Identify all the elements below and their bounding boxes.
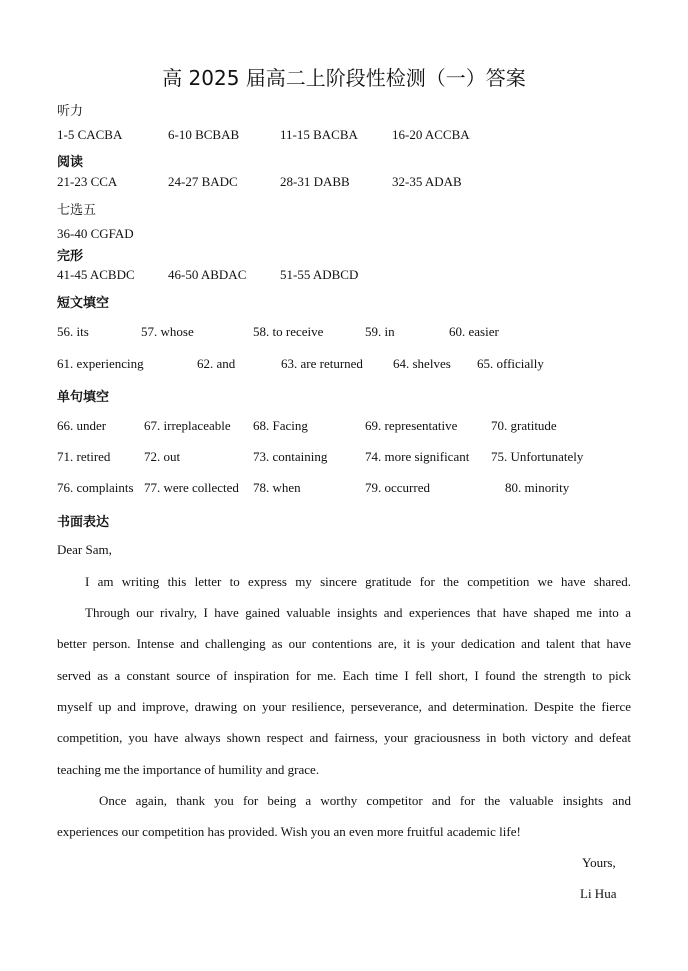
answer-item: 71. retired <box>57 449 111 464</box>
answer-item: 59. in <box>365 324 395 339</box>
listening-answers-row <box>0 127 688 145</box>
answer-group: 16-20 ACCBA <box>392 127 470 142</box>
letter-greeting: Dear Sam, <box>57 542 112 557</box>
word-fill-row-2 <box>0 449 688 467</box>
letter-line: I am writing this letter to express my sincere gratitude for the competition we have shared. <box>85 574 631 589</box>
section-writing-label: 书面表达 <box>57 515 110 530</box>
answer-item: 76. complaints <box>57 480 134 495</box>
answer-item: 65. officially <box>477 356 544 371</box>
answer-item: 64. shelves <box>393 356 451 371</box>
reading-answers-row <box>0 174 688 192</box>
page-title: 高 2025 届高二上阶段性检测（一）答案 <box>162 66 526 90</box>
section-grammar-fill-label: 短文填空 <box>57 296 110 311</box>
answer-item: 66. under <box>57 418 107 433</box>
letter-line: experiences our competition has provided. Wish you an even more fruitful academic life! <box>57 824 521 839</box>
answer-item: 79. occurred <box>365 480 430 495</box>
grammar-fill-row-1 <box>0 324 688 342</box>
section-word-fill-label: 单句填空 <box>57 390 110 405</box>
word-fill-row-1 <box>0 418 688 436</box>
answer-item: 68. Facing <box>253 418 308 433</box>
answer-item: 78. when <box>253 480 301 495</box>
answer-item: 60. easier <box>449 324 499 339</box>
answer-item: 67. irreplaceable <box>144 418 231 433</box>
answer-group: 1-5 CACBA <box>57 127 123 142</box>
answer-item: 61. experiencing <box>57 356 144 371</box>
letter-line: Once again, thank you for being a worthy competitor and for the valuable insights and <box>99 793 631 808</box>
answer-group: 41-45 ACBDC <box>57 267 135 282</box>
answer-group: 51-55 ADBCD <box>280 267 359 282</box>
answer-item: 69. representative <box>365 418 458 433</box>
answer-group: 28-31 DABB <box>280 174 350 189</box>
letter-line: myself up and improve, drawing on your resilience, perseverance, and determination. Despite the fierce <box>57 699 631 714</box>
letter-signature: Li Hua <box>580 886 617 901</box>
answer-group: 36-40 CGFAD <box>57 226 134 241</box>
answer-item: 73. containing <box>253 449 328 464</box>
letter-closing: Yours, <box>582 855 616 870</box>
answer-item: 72. out <box>144 449 181 464</box>
answer-group: 6-10 BCBAB <box>168 127 240 142</box>
seven-five-answers-row <box>0 226 688 244</box>
answer-item: 70. gratitude <box>491 418 557 433</box>
letter-line: Through our rivalry, I have gained valuable insights and experiences that have shaped me into a <box>85 605 631 620</box>
letter-line: competition, you have always shown respect and fairness, your graciousness in both victory and defeat <box>57 730 631 745</box>
answer-group: 21-23 CCA <box>57 174 118 189</box>
answer-group: 46-50 ABDAC <box>168 267 247 282</box>
answer-item: 77. were collected <box>144 480 239 495</box>
letter-line: served as a constant source of inspiration for me. Each time I fell short, I found the strength to pick <box>57 668 631 683</box>
answer-item: 74. more significant <box>365 449 470 464</box>
answer-group: 11-15 BACBA <box>280 127 358 142</box>
answer-item: 57. whose <box>141 324 194 339</box>
cloze-answers-row <box>0 267 688 285</box>
answer-item: 75. Unfortunately <box>491 449 584 464</box>
answer-item: 62. and <box>197 356 236 371</box>
answer-item: 63. are returned <box>281 356 363 371</box>
grammar-fill-row-2 <box>0 356 688 374</box>
answer-item: 56. its <box>57 324 89 339</box>
word-fill-row-3 <box>0 480 688 498</box>
answer-group: 24-27 BADC <box>168 174 238 189</box>
section-seven-five-label: 七选五 <box>57 203 97 218</box>
section-cloze-label: 完形 <box>57 249 84 264</box>
answer-item: 58. to receive <box>253 324 324 339</box>
section-listening-label: 听力 <box>57 104 84 119</box>
letter-line: better person. Intense and challenging as our contentions are, it is your dedication and talent that have <box>57 636 631 651</box>
letter-line: teaching me the importance of humility and grace. <box>57 762 320 777</box>
answer-group: 32-35 ADAB <box>392 174 462 189</box>
section-reading-label: 阅读 <box>57 155 84 170</box>
answer-item: 80. minority <box>505 480 570 495</box>
